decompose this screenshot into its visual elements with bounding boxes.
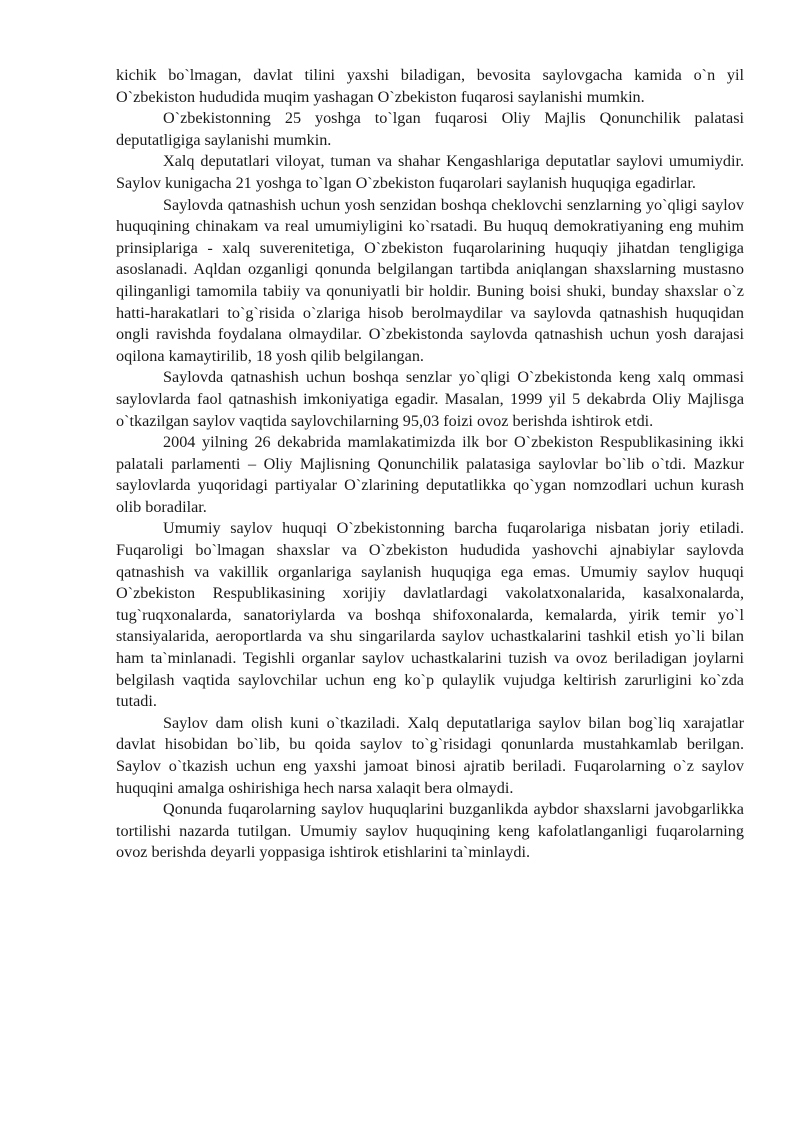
paragraph-2004-saylov: 2004 yilning 26 dekabrida mamlakatimizda ilk bor O`zbekiston Respublikasining ikki palatali parlamenti – Oliy Majlisning Qonunchilik palatasiga saylovlar bo`lib o`tdi. Mazkur saylovlarda yuqoridagi partiyalar O`zlarining deputatlikka qo`ygan nomzodlari uchun kurash olib boradilar. bbox=[116, 433, 744, 516]
paragraph-umumiy-saylov-huquqi: Umumiy saylov huquqi O`zbekistonning barcha fuqarolariga nisbatan joriy etiladi. Fuqaroligi bo`lmagan shaxslar va O`zbekiston hududida yashovchi ajnabiylar saylovda qatnashish va vakillik organlariga saylanish huquqiga ega emas. Umumiy saylov huquqi O`zbekiston Respublikasining xorijiy davlatlardagi vakolatxonalarida, kasalxonalarda, tug`ruqxonalarda, sanatoriylarda va boshqa shifoxonalarda, kemalarda, yirik temir yo`l stansiyalarida, aeroportlarda va shu singarilarda saylov uchastkalarini tashkil etish yo`li bilan ham ta`minlanadi. Tegishli organlar saylov uchastkalarini tuzish va ovoz beriladigan joylarni belgilash vaqtida saylovchilar uchun eng ko`p qulaylik vujudga keltirish zarurligini ko`zda tutadi. bbox=[116, 519, 744, 711]
paragraph-javobgarlik: Qonunda fuqarolarning saylov huquqlarini buzganlikda aybdor shaxslarni javobgarlikka tortilishi nazarda tutilgan. Umumiy saylov huquqining keng kafolatlanganligi fuqarolarning ovoz berishda deyarli yoppasiga ishtirok etishlarini ta`minlaydi. bbox=[116, 800, 744, 862]
paragraph-kengashlar: Xalq deputatlari viloyat, tuman va shahar Kengashlariga deputatlar saylovi umumiydir. Saylov kunigacha 21 yoshga to`lgan O`zbekiston fuqarolari saylanish huquqiga egadirlar. bbox=[116, 152, 744, 192]
document-page bbox=[116, 65, 744, 864]
paragraph-qonunchilik-palatasi: O`zbekistonning 25 yoshga to`lgan fuqarosi Oliy Majlis Qonunchilik palatasi deputatligiga saylanishi mumkin. bbox=[116, 109, 744, 149]
paragraph-senzlar: Saylovda qatnashish uchun yosh senzidan boshqa cheklovchi senzlarning yo`qligi saylov huquqining chinakam va real umumiyligini ko`rsatadi. Bu huquq demokratiyaning eng muhim prinsiplariga - xalq suverenitetiga, O`zbekiston fuqarolarining huquqiy jihatdan tengligiga asoslanadi. Aqldan ozganligi qonunda belgilangan tartibda aniqlangan shaxslarning mustasno qilinganligi tamomila tabiiy va qonuniyatli bir holdir. Buning boisi shuki, bunday shaxslar o`z hatti-harakatlari to`g`risida o`zlariga hisob berolmaydilar va saylovda qatnashish huquqidan ongli ravishda foydalana olmaydilar. O`zbekistonda saylovda qatnashish uchun yosh darajasi oqilona kamaytirilib, 18 yosh qilib belgilangan. bbox=[116, 195, 744, 365]
paragraph-dam-olish-kuni: Saylov dam olish kuni o`tkaziladi. Xalq deputatlariga saylov bilan bog`liq xarajatlar davlat hisobidan bo`lib, bu qoida saylov to`g`risidagi qonunlarda mustahkamlab berilgan. Saylov o`tkazish uchun eng yaxshi jamoat binosi ajratib beriladi. Fuqarolarning o`z saylov huquqini amalga oshirishiga hech narsa xalaqit bera olmaydi. bbox=[116, 713, 744, 797]
paragraph-continuation: kichik bo`lmagan, davlat tilini yaxshi biladigan, bevosita saylovgacha kamida o`n yil O`zbekiston hududida muqim yashagan O`zbekiston fuqarosi saylanishi mumkin. bbox=[116, 66, 744, 106]
paragraph-1999-saylov: Saylovda qatnashish uchun boshqa senzlar yo`qligi O`zbekistonda keng xalq ommasi saylovlarda faol qatnashish imkoniyatiga egadir. Masalan, 1999 yil 5 dekabrda Oliy Majlisga o`tkazilgan saylov vaqtida saylovchilarning 95,03 foizi ovoz berishda ishtirok etdi. bbox=[116, 368, 744, 430]
